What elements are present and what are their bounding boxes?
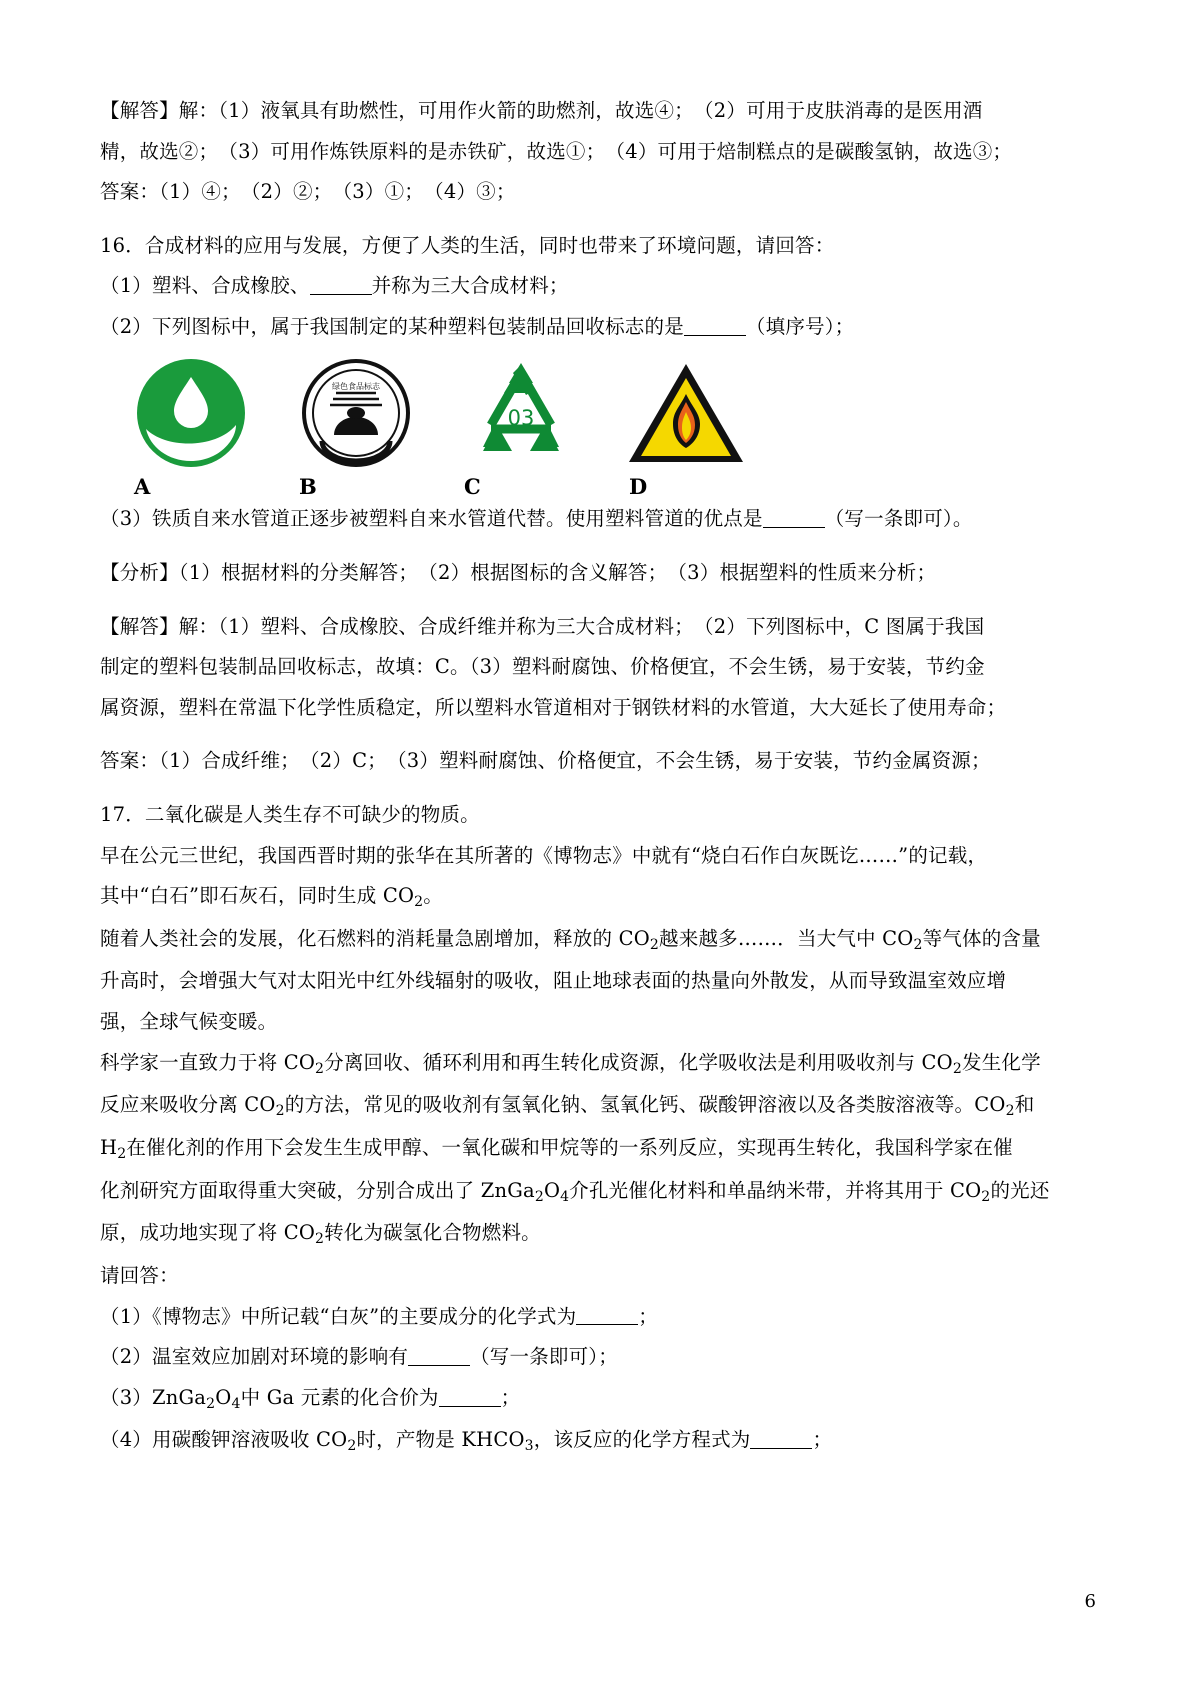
subscript: 2 bbox=[1005, 1103, 1015, 1120]
black-circular-seal-icon bbox=[300, 359, 412, 467]
q17-i3-c: 中 Ga 元素的化合价为 bbox=[240, 1385, 439, 1409]
q16-item2-text-b: （填序号）； bbox=[745, 314, 855, 338]
q17-i2-b: （写一条即可）； bbox=[470, 1345, 618, 1369]
q17-i3-a: （3）ZnGa bbox=[100, 1385, 207, 1409]
q17-p1l2-b: 。 bbox=[423, 884, 443, 908]
icon-a-box bbox=[108, 354, 273, 472]
q17-para3-line2 bbox=[100, 1089, 1092, 1123]
answer15-line2: 精，故选②； （3）可用作炼铁原料的是赤铁矿，故选①； （4）可用于焙制糕点的是碳酸氢钠，故选③； bbox=[100, 139, 1013, 163]
q16-answer-line2: 制定的塑料包装制品回收标志，故填：C。（3）塑料耐腐蚀、价格便宜，不会生锈，易于安装，节约金 bbox=[100, 655, 985, 679]
q17-item-1 bbox=[100, 1301, 1092, 1333]
q17-i4-d: ； bbox=[812, 1428, 833, 1452]
q16-item1-text-b: 并称为三大合成材料； bbox=[371, 274, 569, 298]
q17-p3l5-a: 原，成功地实现了将 CO bbox=[100, 1221, 316, 1245]
q17-i1-b: ； bbox=[638, 1304, 658, 1328]
q17-para3-line4 bbox=[100, 1175, 1092, 1209]
figure-label-b: B bbox=[299, 474, 317, 500]
yellow-flammable-warning-icon bbox=[625, 360, 747, 466]
spacer bbox=[100, 786, 1092, 799]
q17-p2l1-c: 等气体的含量 bbox=[922, 926, 1041, 950]
q17-para1-line1: 早在公元三世纪，我国西晋时期的张华在其所著的《博物志》中就有“烧白石作白灰既讫……”的记载， bbox=[100, 843, 988, 867]
q16-item-3 bbox=[100, 503, 1092, 535]
subscript: 2 bbox=[347, 1438, 357, 1455]
subscript: 2 bbox=[952, 1060, 963, 1077]
green-water-drop-icon bbox=[132, 357, 250, 469]
fill-blank[interactable] bbox=[750, 1430, 812, 1450]
subscript: 2 bbox=[206, 1395, 216, 1412]
q17-i4-c: ，该反应的化学方程式为 bbox=[533, 1428, 751, 1452]
subscript: 2 bbox=[534, 1188, 544, 1205]
q17-para3-line5 bbox=[100, 1217, 1092, 1251]
q17-p3l1-a: 科学家一直致力于将 CO bbox=[100, 1050, 316, 1074]
q16-analysis: 【分析】（1）根据材料的分类解答； （2）根据图标的含义解答； （3）根据塑料的性质来分析； bbox=[100, 561, 937, 585]
q17-i1-a: （1）《博物志》中所记载“白灰”的主要成分的化学式为 bbox=[100, 1304, 577, 1328]
q16-item3-text-b: （写一条即可）。 bbox=[824, 507, 973, 531]
q17-i3-d: ； bbox=[500, 1385, 521, 1409]
q17-p2l1-b: 越来越多……．当大气中 CO bbox=[659, 926, 914, 950]
q17-p3l2-b: 的方法，常见的吸收剂有氢氧化钠、氢氧化钙、碳酸钾溶液以及各类胺溶液等。CO bbox=[284, 1093, 1006, 1117]
q17-item-3 bbox=[100, 1382, 1092, 1416]
q16-item3-text-a: （3）铁质自来水管道正逐步被塑料自来水管道代替。使用塑料管道的优点是 bbox=[100, 507, 763, 531]
q17-p3l2-a: 反应来吸收分离 CO bbox=[100, 1093, 276, 1117]
q16-item-2 bbox=[100, 311, 1092, 343]
spacer bbox=[100, 217, 1092, 230]
q17-para2-line3: 强，全球气候变暖。 bbox=[100, 1010, 278, 1034]
subscript: 2 bbox=[913, 936, 923, 953]
figure-option-a bbox=[108, 354, 273, 499]
svg-text:绿色食品标志: 绿色食品标志 bbox=[331, 382, 380, 392]
q17-item-2 bbox=[100, 1341, 1092, 1373]
icon-d-box bbox=[603, 354, 768, 472]
answer15-line3: 答案：（1）④； （2）②； （3）①； （4）③； bbox=[100, 180, 516, 204]
q17-i4-a: （4）用碳酸钾溶液吸收 CO bbox=[100, 1428, 348, 1452]
subscript: 4 bbox=[231, 1395, 241, 1412]
fill-blank[interactable] bbox=[763, 509, 825, 529]
q17-p3l4-d: 的光还 bbox=[990, 1178, 1050, 1202]
figure-option-c bbox=[438, 354, 603, 499]
subscript: 4 bbox=[560, 1188, 570, 1205]
q17-p3l2-c: 和 bbox=[1014, 1093, 1035, 1117]
q17-p3l3-b: 在催化剂的作用下会发生生成甲醇、一氧化碳和甲烷等的一系列反应，实现再生转化，我国科学家在催 bbox=[126, 1135, 1013, 1159]
subscript: 2 bbox=[315, 1231, 325, 1248]
subscript: 2 bbox=[315, 1060, 325, 1077]
fill-blank[interactable] bbox=[684, 316, 746, 336]
q17-p3l3-a: H bbox=[100, 1135, 118, 1159]
recycle-triangle-03-icon bbox=[463, 359, 579, 467]
q17-i4-b: 时，产物是 KHCO bbox=[356, 1428, 525, 1452]
answer15-line1: 【解答】解：（1）液氧具有助燃性，可用作火箭的助燃剂，故选④； （2）可用于皮肤消毒的是医用酒 bbox=[100, 99, 983, 122]
q16-item1-text-a: （1）塑料、合成橡胶、 bbox=[100, 274, 310, 298]
q17-p1l2-a: 其中“白石”即石灰石，同时生成 CO bbox=[100, 884, 415, 908]
fill-blank[interactable] bbox=[310, 276, 372, 296]
fill-blank[interactable] bbox=[408, 1347, 470, 1367]
q17-ask: 请回答： bbox=[100, 1263, 179, 1287]
page-number: 6 bbox=[1084, 1591, 1096, 1612]
q16-item2-text-a: （2）下列图标中，属于我国制定的某种塑料包装制品回收标志的是 bbox=[100, 314, 684, 338]
q17-p3l1-b: 分离回收、循环利用和再生转化成资源，化学吸收法是利用吸收剂与 CO bbox=[324, 1050, 953, 1074]
spacer bbox=[100, 732, 1092, 745]
question-16 bbox=[100, 230, 1092, 777]
icon-b-box bbox=[273, 354, 438, 472]
q17-p3l1-c: 发生化学 bbox=[962, 1050, 1041, 1074]
q17-stem: 17．二氧化碳是人类生存不可缺少的物质。 bbox=[100, 802, 480, 826]
recycling-symbols-figure bbox=[100, 354, 1092, 499]
figure-option-b bbox=[273, 354, 438, 499]
q17-p3l4-c: 介孔光催化材料和单晶纳米带，并将其用于 CO bbox=[569, 1178, 982, 1202]
q17-para1-line2 bbox=[100, 880, 1092, 914]
q17-i3-b: O bbox=[215, 1385, 232, 1409]
fill-blank[interactable] bbox=[576, 1306, 638, 1326]
recycle-code-text: 03 bbox=[507, 406, 534, 431]
q16-item-1 bbox=[100, 270, 1092, 302]
question-17 bbox=[100, 799, 1092, 1458]
q16-answer-line3: 属资源，塑料在常温下化学性质稳定，所以塑料水管道相对于钢铁材料的水管道，大大延长了使用寿命； bbox=[100, 695, 1007, 719]
spacer bbox=[100, 544, 1092, 557]
q17-i2-a: （2）温室效应加剧对环境的影响有 bbox=[100, 1345, 409, 1369]
q17-para2-line1 bbox=[100, 923, 1092, 957]
spacer bbox=[100, 598, 1092, 611]
fill-blank[interactable] bbox=[439, 1387, 501, 1407]
figure-option-d bbox=[603, 354, 768, 499]
icon-c-box bbox=[438, 354, 603, 472]
q17-p3l4-b: O bbox=[543, 1178, 561, 1202]
subscript: 2 bbox=[117, 1145, 127, 1162]
q17-p2l1-a: 随着人类社会的发展，化石燃料的消耗量急剧增加，释放的 CO bbox=[100, 926, 650, 950]
figure-label-d: D bbox=[629, 474, 648, 500]
subscript: 2 bbox=[414, 894, 424, 911]
q17-para2-line2: 升高时，会增强大气对太阳光中红外线辐射的吸收，阻止地球表面的热量向外散发，从而导致温室效应增 bbox=[100, 969, 1007, 993]
q17-para3-line1 bbox=[100, 1047, 1092, 1081]
subscript: 2 bbox=[981, 1188, 991, 1205]
subscript: 2 bbox=[275, 1103, 285, 1120]
figure-label-c: C bbox=[464, 474, 481, 500]
q16-stem: 16．合成材料的应用与发展，方便了人类的生活，同时也带来了环境问题，请回答： bbox=[100, 233, 835, 257]
q17-para3-line3 bbox=[100, 1132, 1092, 1166]
answer-block-15 bbox=[100, 95, 1092, 208]
figure-label-a: A bbox=[134, 474, 151, 500]
q17-p3l5-b: 转化为碳氢化合物燃料。 bbox=[324, 1221, 541, 1245]
q16-answer-line4: 答案：（1）合成纤维； （2）C； （3）塑料耐腐蚀、价格便宜，不会生锈，易于安装，节约金属资源； bbox=[100, 749, 991, 773]
q17-p3l4-a: 化剂研究方面取得重大突破，分别合成出了 ZnGa bbox=[100, 1178, 535, 1202]
subscript: 3 bbox=[524, 1438, 534, 1455]
q16-answer-line1: 【解答】解：（1）塑料、合成橡胶、合成纤维并称为三大合成材料； （2）下列图标中，C 图属于我国 bbox=[100, 614, 985, 638]
q17-item-4 bbox=[100, 1424, 1092, 1458]
subscript: 2 bbox=[649, 936, 660, 953]
